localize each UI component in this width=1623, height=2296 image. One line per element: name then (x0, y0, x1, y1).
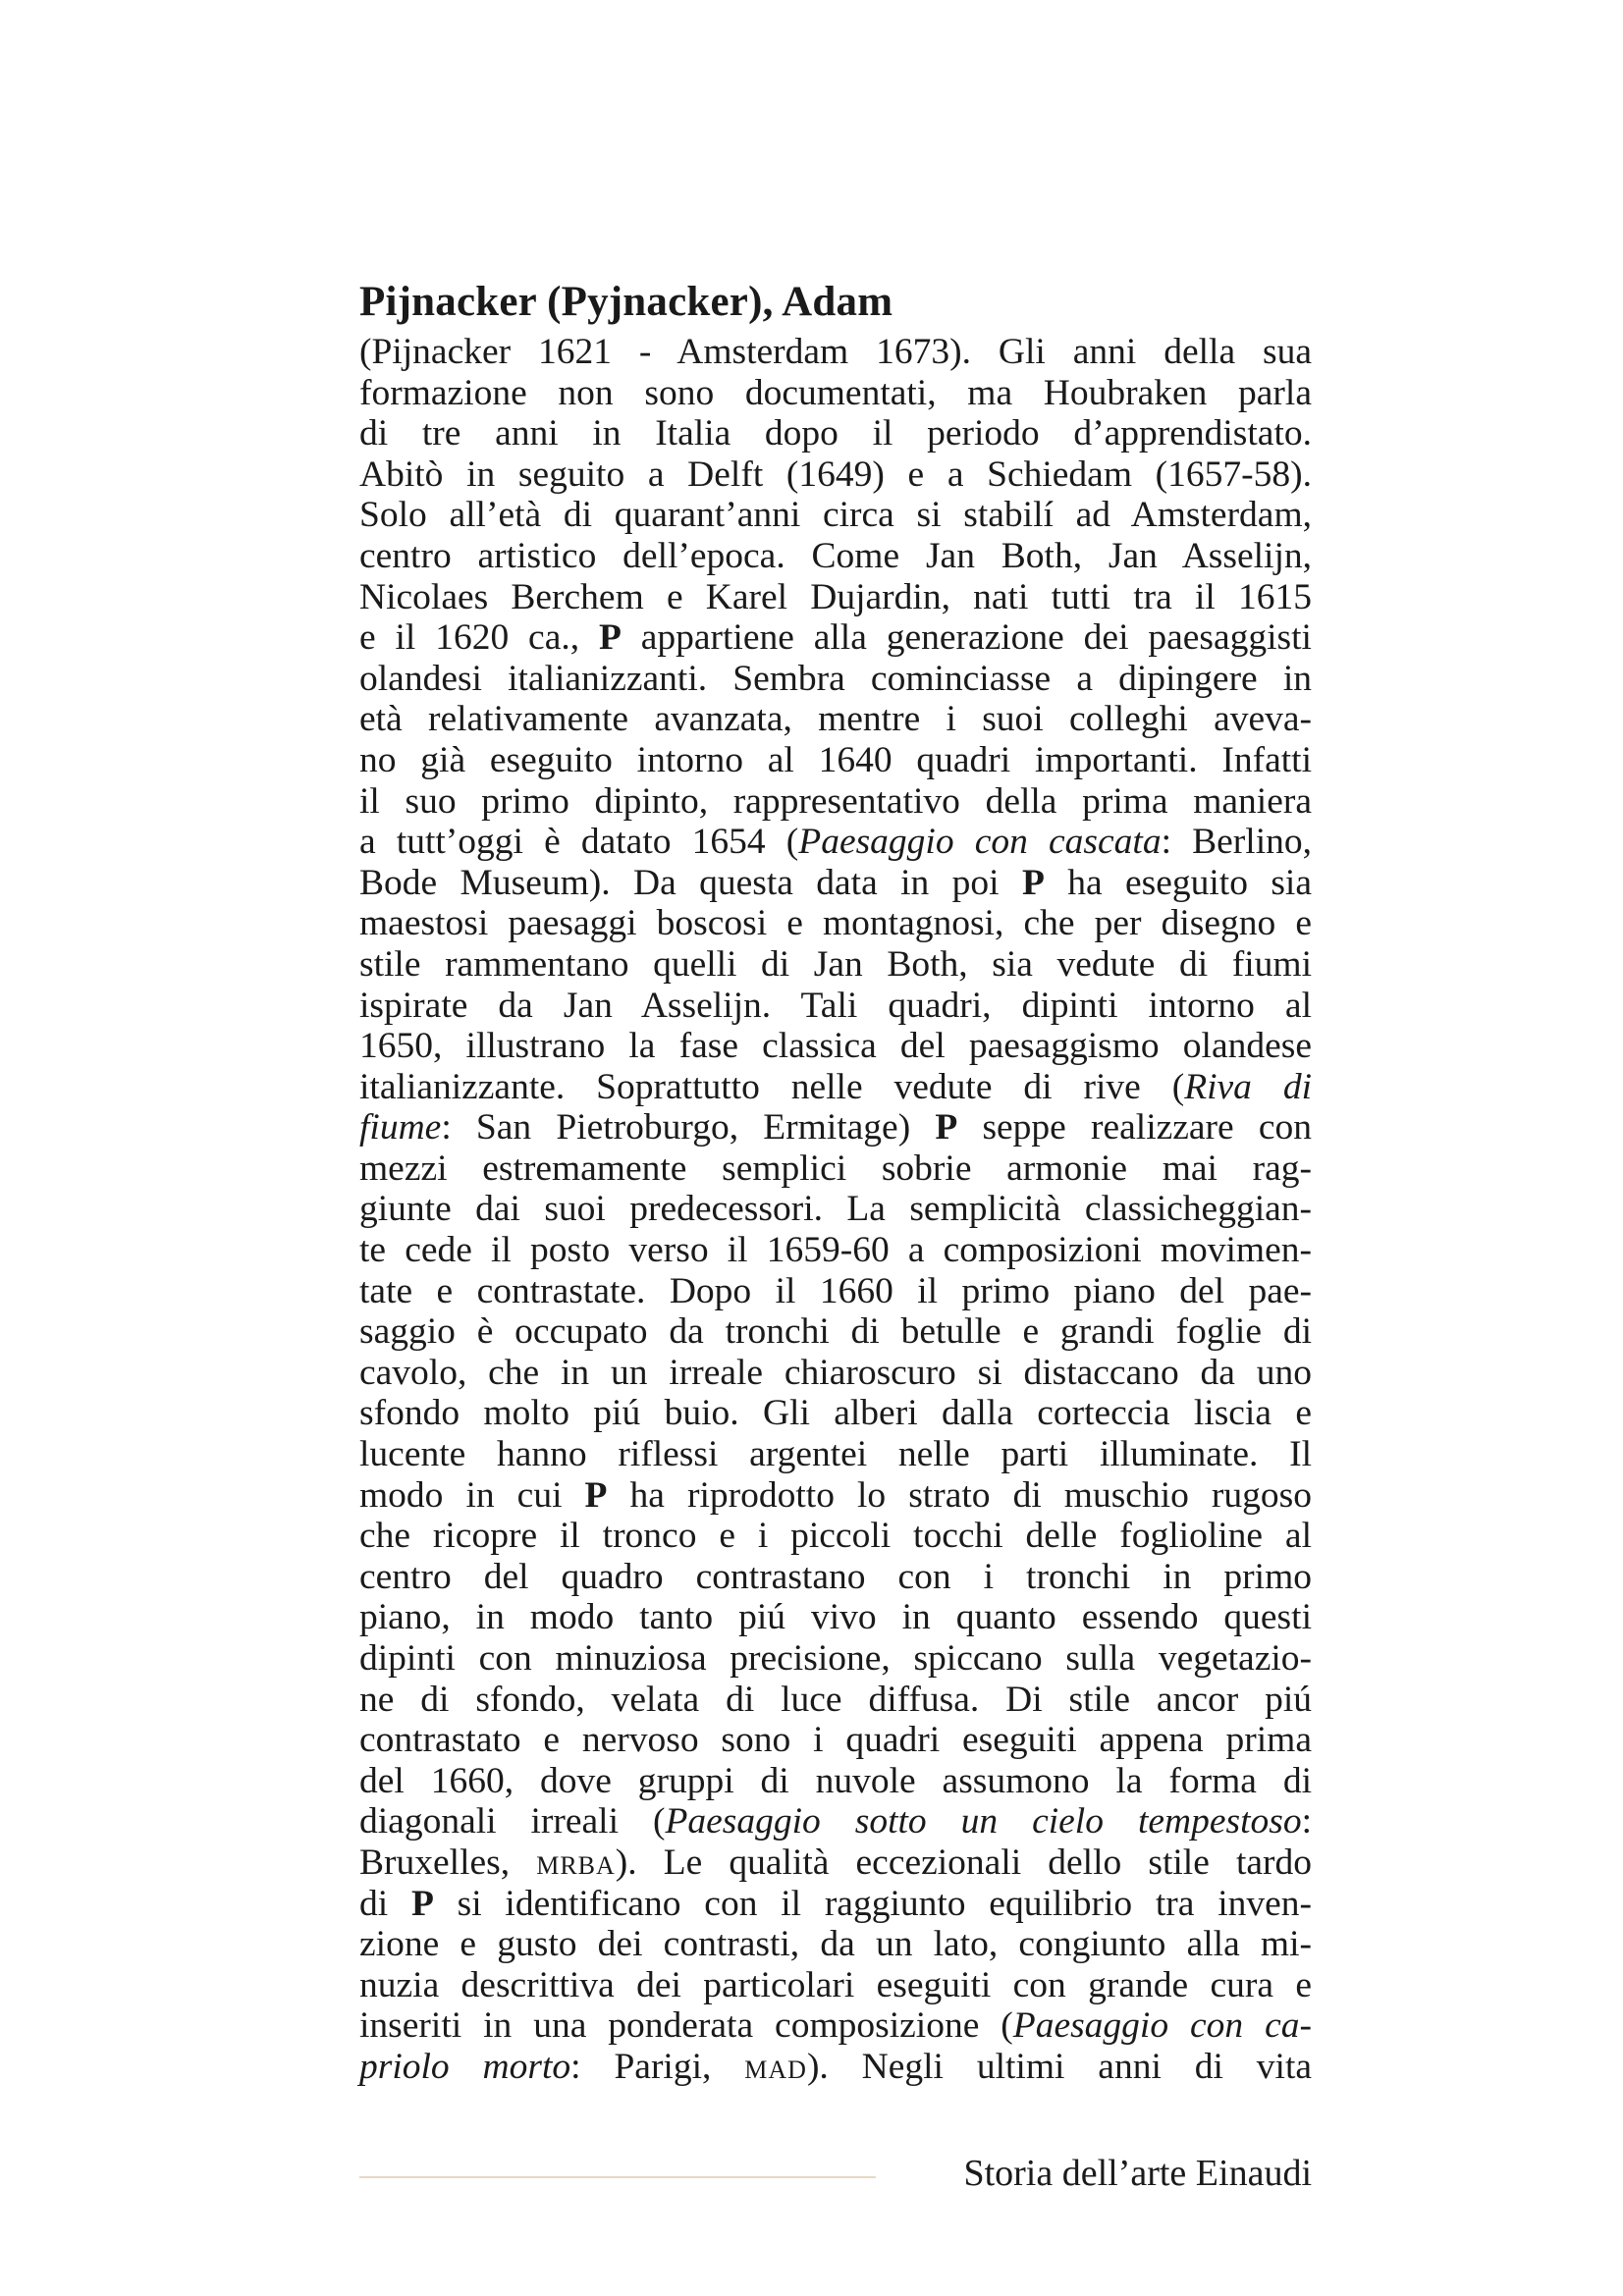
text-run: Bode Museum). Da questa data in poi (359, 862, 1022, 903)
artwork-title: Paesaggio con ca- (1012, 2005, 1313, 2047)
artwork-title: Riva di (1184, 1066, 1312, 1107)
text-run: : (1301, 1801, 1313, 1842)
body-line (359, 1842, 1312, 1884)
text-run: età relativamente avanzata, mentre i suoi colleghi aveva- (359, 699, 1312, 740)
body-line (359, 903, 1312, 944)
body-line (359, 577, 1312, 618)
page-content (359, 277, 1312, 2088)
body-line (359, 536, 1312, 577)
text-run: no già eseguito intorno al 1640 quadri importanti. Infatti (359, 739, 1312, 780)
body-line (359, 1148, 1312, 1190)
body-line (359, 1638, 1312, 1680)
body-line (359, 1189, 1312, 1230)
text-run: : San Pietroburgo, Ermitage) (441, 1107, 936, 1148)
text-run: seppe realizzare con (957, 1107, 1312, 1148)
body-line (359, 1680, 1312, 1721)
entry-title: Pijnacker (Pyjnacker), Adam (359, 279, 893, 325)
body-line (359, 1720, 1312, 1761)
museum-abbreviation: mrba (536, 1842, 616, 1883)
body-line (359, 1475, 1312, 1517)
body-line (359, 1393, 1312, 1434)
text-run: olandesi italianizzanti. Sembra cominciasse a dipingere in (359, 658, 1312, 699)
text-run: diagonali irreali ( (359, 1801, 666, 1842)
body-line (359, 495, 1312, 536)
body-line (359, 781, 1312, 823)
text-run: Abitò in seguito a Delft (1649) e a Schiedam (1657-58). (359, 454, 1312, 495)
text-run: te cede il posto verso il 1659-60 a composizioni movimen- (359, 1230, 1312, 1271)
text-run: contrastato e nervoso sono i quadri eseguiti appena prima (359, 1720, 1312, 1761)
text-run: : Parigi, (570, 2046, 745, 2087)
text-run: centro del quadro contrastano con i tronchi in primo (359, 1556, 1312, 1597)
text-run: saggio è occupato da tronchi di betulle e grandi foglie di (359, 1311, 1312, 1353)
text-run: formazione non sono documentati, ma Houbraken parla (359, 372, 1312, 413)
body-line (359, 617, 1312, 659)
body-line (359, 1516, 1312, 1557)
artist-initial: P (935, 1107, 958, 1148)
artist-initial: P (584, 1474, 608, 1516)
body-line (359, 1801, 1312, 1842)
body-line (359, 822, 1312, 863)
museum-abbreviation: mad (744, 2046, 807, 2087)
text-run: 1650, illustrano la fase classica del paesaggismo olandese (359, 1026, 1312, 1067)
artwork-title: Paesaggio sotto un cielo tempestoso (665, 1801, 1302, 1842)
text-run: inseriti in una ponderata composizione ( (359, 2005, 1013, 2047)
text-run: Solo all’età di quarant’anni circa si stabilí ad Amsterdam, (359, 495, 1312, 536)
body-line (359, 332, 1312, 373)
text-run: si identificano con il raggiunto equilibrio tra inven- (433, 1883, 1313, 1924)
text-run: ha eseguito sia (1044, 862, 1312, 903)
body-line (359, 1434, 1312, 1475)
body-line (359, 1557, 1312, 1598)
text-run: ne di sfondo, velata di luce diffusa. Di stile ancor piú (359, 1679, 1312, 1720)
text-run: italianizzante. Soprattutto nelle vedute di rive ( (359, 1066, 1185, 1107)
body-line (359, 1884, 1312, 1925)
text-run: sfondo molto piú buio. Gli alberi dalla corteccia liscia e (359, 1393, 1312, 1434)
body-line (359, 1924, 1312, 1965)
footer-publisher: Storia dell’arte Einaudi (963, 2153, 1312, 2194)
body-line (359, 1067, 1312, 1108)
body-line (359, 1271, 1312, 1312)
text-run: stile rammentano quelli di Jan Both, sia vedute di fiumi (359, 943, 1312, 985)
body-line (359, 699, 1312, 740)
body-line (359, 1311, 1312, 1353)
text-run: di tre anni in Italia dopo il periodo d’apprendistato. (359, 413, 1312, 454)
text-run: ). Le qualità eccezionali dello stile tardo (615, 1842, 1312, 1883)
artist-initial: P (598, 617, 622, 659)
text-run: ispirate da Jan Asselijn. Tali quadri, dipinti intorno al (359, 985, 1312, 1026)
text-run: nuzia descrittiva dei particolari eseguiti con grande cura e (359, 1964, 1312, 2005)
body-line (359, 740, 1312, 781)
body-line (359, 2047, 1312, 2088)
body-line (359, 2005, 1312, 2047)
body-line (359, 413, 1312, 454)
text-run: : Berlino, (1161, 822, 1312, 863)
text-run: (Pijnacker 1621 - Amsterdam 1673). Gli anni della sua (359, 332, 1312, 372)
body-line (359, 454, 1312, 496)
text-run: maestosi paesaggi boscosi e montagnosi, che per disegno e (359, 903, 1312, 944)
text-run: dipinti con minuziosa precisione, spiccano sulla vegetazio- (359, 1638, 1312, 1679)
text-run: il suo primo dipinto, rappresentativo della prima maniera (359, 780, 1312, 822)
text-run: ). Negli ultimi anni di vita (806, 2046, 1313, 2087)
text-run: tate e contrastate. Dopo il 1660 il primo piano del pae- (359, 1270, 1312, 1311)
artwork-title: Paesaggio con cascata (798, 822, 1162, 863)
body-line (359, 1230, 1312, 1271)
body-line (359, 1965, 1312, 2006)
text-run: appartiene alla generazione dei paesaggisti (621, 617, 1312, 659)
body-line (359, 863, 1312, 904)
body-line (359, 1597, 1312, 1638)
artist-initial: P (1021, 862, 1045, 903)
text-run: zione e gusto dei contrasti, da un lato, congiunto alla mi- (359, 1924, 1312, 1965)
text-run: mezzi estremamente semplici sobrie armonie mai rag- (359, 1148, 1312, 1189)
body-line (359, 659, 1312, 700)
text-run: centro artistico dell’epoca. Come Jan Both, Jan Asselijn, (359, 535, 1312, 576)
body-line (359, 1761, 1312, 1802)
text-run: e il 1620 ca., (359, 617, 599, 659)
body-line (359, 373, 1312, 414)
page-footer (359, 2150, 1312, 2199)
text-run: giunte dai suoi predecessori. La semplicità classicheggian- (359, 1189, 1312, 1230)
text-run: Nicolaes Berchem e Karel Dujardin, nati tutti tra il 1615 (359, 576, 1312, 617)
body-line (359, 1353, 1312, 1394)
text-run: che ricopre il tronco e i piccoli tocchi delle foglioline al (359, 1516, 1312, 1557)
body-line (359, 986, 1312, 1027)
footer-rule (359, 2176, 876, 2178)
body-line (359, 1107, 1312, 1148)
artist-initial: P (410, 1883, 434, 1924)
text-run: piano, in modo tanto piú vivo in quanto essendo questi (359, 1597, 1312, 1638)
entry-body (359, 332, 1312, 2088)
text-run: modo in cui (359, 1474, 585, 1516)
text-run: Bruxelles, (359, 1842, 537, 1883)
text-run: cavolo, che in un irreale chiaroscuro si distaccano da uno (359, 1352, 1312, 1393)
text-run: lucente hanno riflessi argentei nelle parti illuminate. Il (359, 1434, 1312, 1475)
artwork-title: priolo morto (359, 2046, 571, 2087)
text-run: di (359, 1883, 411, 1924)
text-run: ha riprodotto lo strato di muschio rugoso (607, 1474, 1312, 1516)
text-run: del 1660, dove gruppi di nuvole assumono la forma di (359, 1760, 1312, 1801)
body-line (359, 944, 1312, 986)
body-line (359, 1026, 1312, 1067)
artwork-title: fiume (359, 1107, 442, 1148)
text-run: a tutt’oggi è datato 1654 ( (359, 822, 799, 863)
